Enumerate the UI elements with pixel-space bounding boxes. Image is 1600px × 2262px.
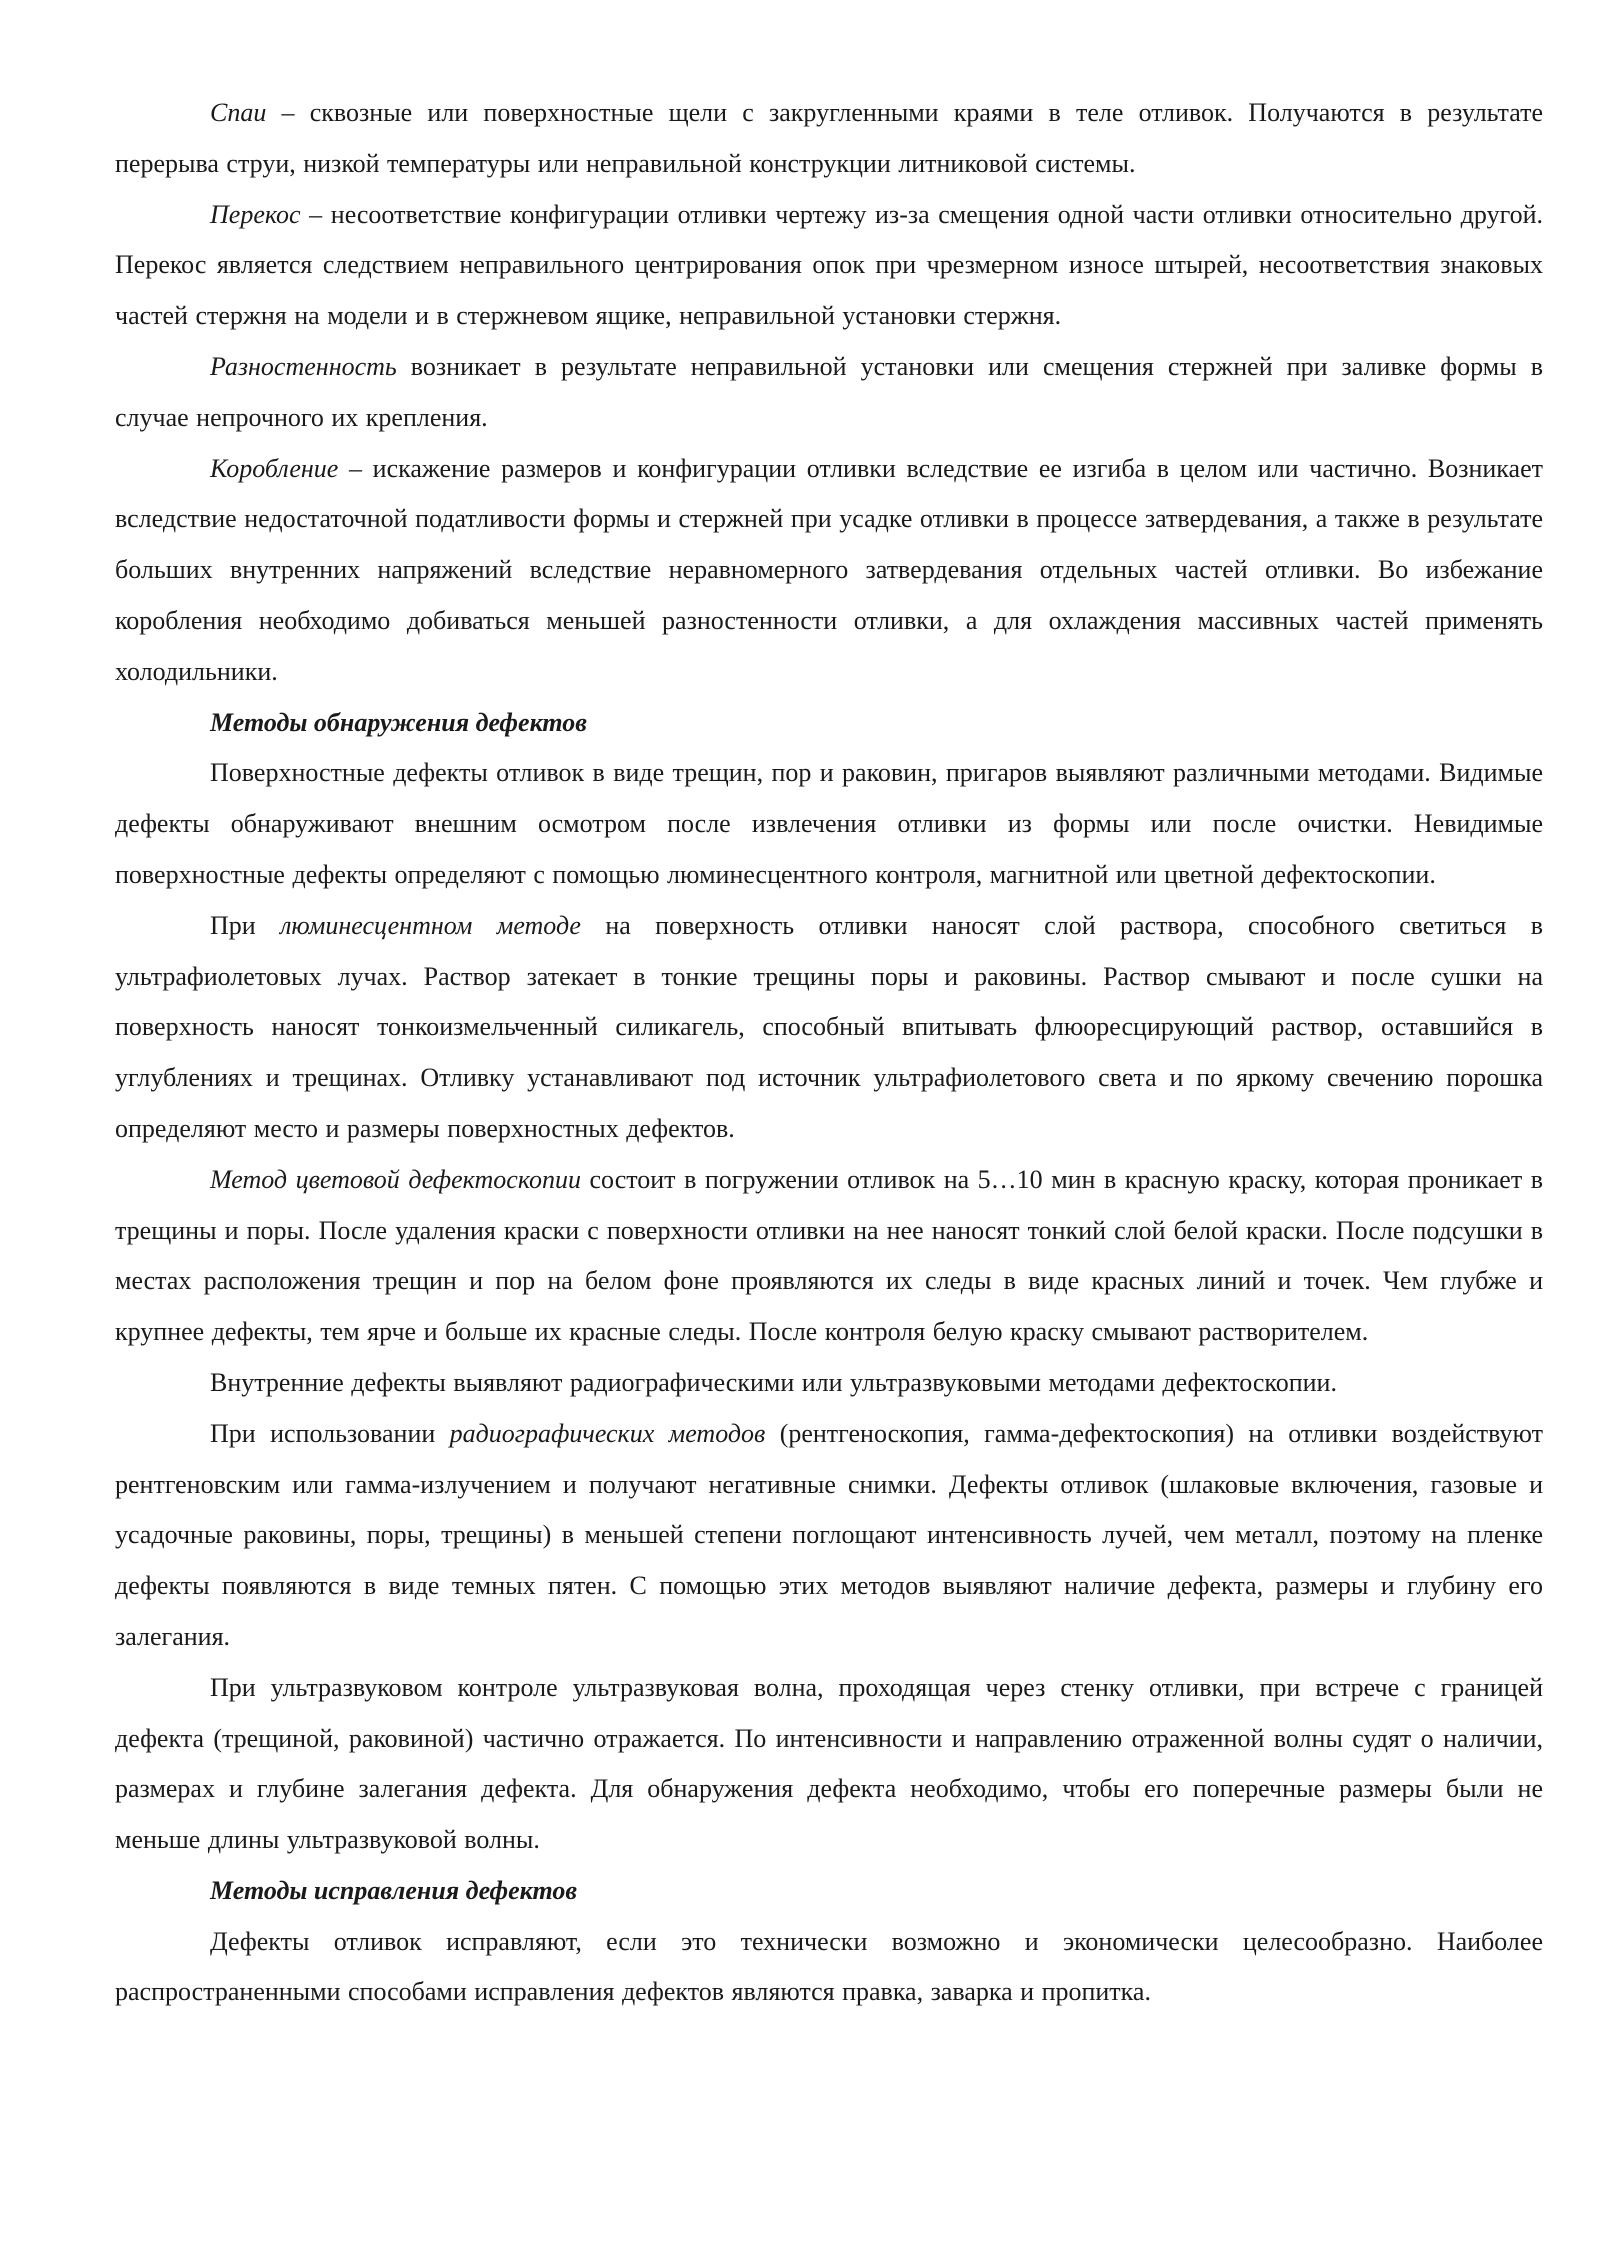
term-koroblenie: Коробление — [210, 453, 339, 483]
paragraph-spai — [115, 88, 1543, 190]
paragraph-luminescent — [115, 901, 1543, 1155]
text-luminescent-after: на поверхность отливки наносят слой раствора, способного светиться в ультрафиолетовых лучах. Раствор затекает в тонкие трещины поры и раковины. Раствор смывают и после сушки на поверхность наносят тонкоизмельченный силикагель, способный впитывать флюоресцирующий раствор, оставшийся в углублениях и трещинах. Отливку устанавливают под источник ультрафиолетового света и по яркому свечению порошка определяют место и размеры поверхностных дефектов. — [115, 910, 1543, 1143]
text-luminescent-before: При — [210, 910, 281, 940]
term-perekos: Перекос — [210, 199, 301, 229]
text-koroblenie: – искажение размеров и конфигурации отливки вследствие ее изгиба в целом или частично. Возникает вследствие недостаточной податливости формы и стержней при усадке отливки в процессе затвердевания, а также в результате больших внутренних напряжений вследствие неравномерного затвердевания отдельных частей отливки. Во избежание коробления необходимо добиваться меньшей разностенности отливки, а для охлаждения массивных частей применять холодильники. — [115, 453, 1543, 686]
text-raznostennost: возникает в результате неправильной установки или смещения стержней при заливке формы в случае непрочного их крепления. — [115, 351, 1543, 432]
paragraph-perekos — [115, 190, 1543, 342]
paragraph-color-defectoscopy — [115, 1155, 1543, 1358]
paragraph-koroblenie — [115, 444, 1543, 698]
term-color-defectoscopy: Метод цветовой дефектоскопии — [210, 1164, 581, 1194]
text-color-defectoscopy: состоит в погружении отливок на 5…10 мин в красную краску, которая проникает в трещины и поры. После удаления краски с поверхности отливки на нее наносят тонкий слой белой краски. После подсушки в местах расположения трещин и пор на белом фоне проявляются их следы в виде красных линий и точек. Чем глубже и крупнее дефекты, тем ярче и больше их красные следы. После контроля белую краску смывают растворителем. — [115, 1164, 1543, 1347]
paragraph-radiographic — [115, 1409, 1543, 1663]
text-spai: – сквозные или поверхностные щели с закругленными краями в теле отливок. Получаются в результате перерыва струи, низкой температуры или неправильной конструкции литниковой системы. — [115, 98, 1543, 178]
section-heading-detection: Методы обнаружения дефектов — [210, 707, 587, 737]
term-luminescent: люминесцентном методе — [280, 910, 581, 940]
paragraph-internal-defects: Внутренние дефекты выявляют радиографическими или ультразвуковыми методами дефектоскопии. — [210, 1367, 1337, 1397]
paragraph-surface-defects: Поверхностные дефекты отливок в виде трещин, пор и раковин, пригаров выявляют различными методами. Видимые дефекты обнаруживают внешним осмотром после извлечения отливки из формы или после очистки. Невидимые поверхностные дефекты определяют с помощью люминесцентного контроля, магнитной или цветной дефектоскопии. — [115, 758, 1543, 889]
text-radiographic-after: (рентгеноскопия, гамма-дефектоскопия) на отливки воздействуют рентгеновским или гамма-излучением и получают негативные снимки. Дефекты отливок (шлаковые включения, газовые и усадочные раковины, поры, трещины) в меньшей степени поглощают интенсивность лучей, чем металл, поэтому на пленке дефекты появляются в виде темных пятен. С помощью этих методов выявляют наличие дефекта, размеры и глубину его залегания. — [115, 1418, 1543, 1651]
section-heading-correction: Методы исправления дефектов — [210, 1875, 577, 1905]
paragraph-correction: Дефекты отливок исправляют, если это технически возможно и экономически целесообразно. Наиболее распространенными способами исправления дефектов являются правка, заварка и пропитка. — [115, 1926, 1543, 2007]
text-perekos: – несоответствие конфигурации отливки чертежу из-за смещения одной части отливки относительно другой. Перекос является следствием неправильного центрирования опок при чрезмерном износе штырей, несоответствия знаковых частей стержня на модели и в стержневом ящике, неправильной установки стержня. — [115, 199, 1543, 331]
text-radiographic-before: При использовании — [210, 1418, 450, 1448]
term-raznostennost: Разностенность — [210, 351, 397, 381]
paragraph-ultrasonic: При ультразвуковом контроле ультразвуковая волна, проходящая через стенку отливки, при встрече с границей дефекта (трещиной, раковиной) частично отражается. По интенсивности и направлению отраженной волны судят о наличии, размерах и глубине залегания дефекта. Для обнаружения дефекта необходимо, чтобы его поперечные размеры были не меньше длины ультразвуковой волны. — [115, 1672, 1543, 1855]
document-page — [115, 88, 1543, 2018]
paragraph-raznostennost — [115, 342, 1543, 444]
term-spai: Спаи — [210, 98, 267, 127]
term-radiographic: радиографических методов — [449, 1418, 766, 1448]
